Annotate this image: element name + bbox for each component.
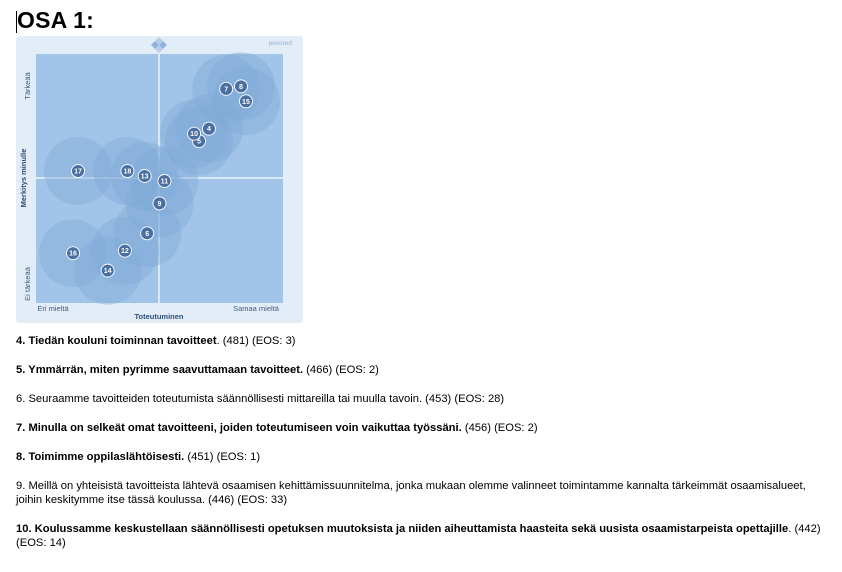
data-point-marker[interactable] xyxy=(220,82,233,95)
statement-bold-text: 4. Tiedän kouluni toiminnan tavoitteet xyxy=(16,335,217,347)
statement-item xyxy=(16,479,831,507)
statement-text: 9. Meillä on yhteisistä tavoitteista lähtevä osaamisen kehittämissuunnitelma, jonka mukaan olemme valinneet toimintamme kannalta tärkeimmät osaamisalueet, joihin keskitymme itse tässä koulussa. (446) (EOS: 33) xyxy=(16,480,806,506)
data-point-marker[interactable] xyxy=(67,247,80,260)
statement-bold-text: 10. Koulussamme keskustellaan säännöllisesti opetuksen muutoksista ja niiden aiheuttamista haasteita sekä uusista osaamistarpeista opettajille xyxy=(16,523,789,535)
y-axis-title: Merkitys minulle xyxy=(19,148,28,208)
bubble-chart-svg xyxy=(16,36,303,323)
statement-bold-text: 8. Toimimme oppilaslähtöisesti. xyxy=(16,451,185,463)
data-point-marker[interactable] xyxy=(202,122,215,135)
data-point-marker[interactable] xyxy=(158,174,171,187)
data-point-label: 11 xyxy=(160,178,169,186)
x-axis-title: Toteutuminen xyxy=(134,312,184,321)
data-point-label: 15 xyxy=(242,98,250,106)
data-point-marker[interactable] xyxy=(71,165,84,178)
statement-text: (466) (EOS: 2) xyxy=(303,364,379,376)
data-point-label: 7 xyxy=(224,86,229,94)
brand-text: pecored xyxy=(268,40,292,47)
statement-item xyxy=(16,421,831,435)
data-point-marker[interactable] xyxy=(121,165,134,178)
data-point-label: 10 xyxy=(190,131,198,139)
statement-item xyxy=(16,334,831,348)
data-point-label: 5 xyxy=(197,138,201,146)
statement-text: (451) (EOS: 1) xyxy=(184,451,261,463)
data-point-marker[interactable] xyxy=(235,80,248,93)
data-point-marker[interactable] xyxy=(101,264,114,277)
statement-bold-text: 5. Ymmärrän, miten pyrimme saavuttamaan tavoitteet. xyxy=(16,364,304,376)
statement-text: . (481) (EOS: 3) xyxy=(216,335,296,347)
data-point-label: 12 xyxy=(121,248,129,256)
data-point-label: 6 xyxy=(145,230,150,238)
data-point-marker[interactable] xyxy=(153,197,166,210)
statement-item xyxy=(16,450,831,464)
y-high-label: Tärkeää xyxy=(23,72,32,100)
data-point-marker[interactable] xyxy=(138,170,151,183)
data-point-marker[interactable] xyxy=(118,244,131,257)
data-point-label: 9 xyxy=(157,200,162,208)
data-point-label: 18 xyxy=(123,168,132,176)
data-point-marker[interactable] xyxy=(239,95,252,108)
data-point-label: 17 xyxy=(74,168,82,176)
statement-bold-text: 7. Minulla on selkeät omat tavoitteeni, joiden toteutumiseen voin vaikuttaa työssäni. xyxy=(16,422,462,434)
data-point-label: 4 xyxy=(206,126,211,134)
statement-item xyxy=(16,522,831,550)
data-point-marker[interactable] xyxy=(188,127,201,140)
y-low-label: Ei tärkeää xyxy=(23,267,32,301)
statement-text: (456) (EOS: 2) xyxy=(461,422,538,434)
bubble-chart xyxy=(16,36,303,323)
data-point-label: 14 xyxy=(103,268,112,276)
data-point-label: 8 xyxy=(239,83,243,91)
statement-text: . (442) (EOS: 14) xyxy=(16,523,821,549)
data-point-label: 13 xyxy=(140,173,149,181)
statement-item xyxy=(16,363,831,377)
statement-item xyxy=(16,392,831,406)
statement-text: 6. Seuraamme tavoitteiden toteutumista säännöllisesti mittareilla tai muulla tavoin. (453) (EOS: 28) xyxy=(16,393,505,405)
x-high-label: Samaa mieltä xyxy=(233,304,279,313)
data-point-label: 16 xyxy=(69,250,77,258)
section-heading: OSA 1: xyxy=(17,7,95,33)
data-point-marker[interactable] xyxy=(141,227,154,240)
x-low-label: Eri mieltä xyxy=(37,304,69,313)
